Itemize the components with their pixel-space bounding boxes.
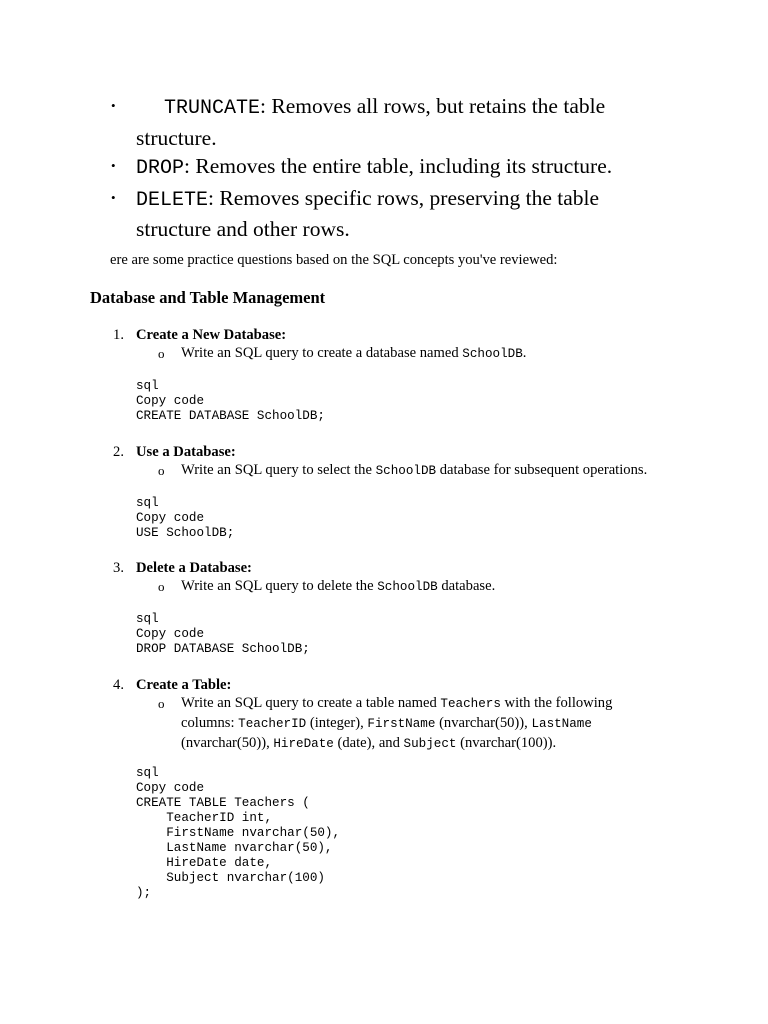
definition-truncate (0, 92, 768, 152)
instruction-text: Write an SQL query to delete the (181, 578, 378, 594)
question-label: Create a New Database: (136, 327, 287, 343)
instruction-text: Write an SQL query to create a database named (181, 345, 463, 361)
bullet-icon: • (111, 158, 116, 173)
sub-bullet-icon: o (158, 579, 165, 594)
bullet-icon: • (111, 98, 116, 113)
code-block[interactable]: sql Copy code USE SchoolDB; (136, 496, 235, 540)
question-label: Use a Database: (136, 444, 236, 460)
instruction-text: database for subsequent operations. (436, 462, 648, 478)
question-instruction (158, 344, 681, 364)
inline-code: Teachers (440, 697, 501, 711)
inline-code: TeacherID (238, 717, 307, 731)
instruction-text: (date), and (333, 735, 404, 751)
inline-code: Subject (403, 737, 457, 751)
inline-code: FirstName (367, 717, 436, 731)
code-block[interactable]: sql Copy code CREATE TABLE Teachers ( TeacherID int, FirstName nvarchar(50), LastName nvarchar(50), HireDate date, Subject nvarchar(100) ); (136, 766, 341, 900)
definition-drop (0, 152, 768, 184)
definition-text: : Removes specific rows, preserving the table structure and other rows. (136, 185, 600, 241)
instruction-text: Write an SQL query to select the (181, 462, 376, 478)
code-block[interactable]: sql Copy code CREATE DATABASE SchoolDB; (136, 379, 325, 423)
instruction-text: (nvarchar(50)), (435, 715, 532, 731)
inline-code: LastName (531, 717, 592, 731)
question-label: Create a Table: (136, 677, 232, 693)
instruction-text: Write an SQL query to create a table named (181, 695, 441, 711)
definition-term: DELETE (136, 188, 209, 212)
sub-bullet-icon: o (158, 346, 165, 361)
instruction-text: (nvarchar(100)). (456, 735, 557, 751)
question-number: 2. (113, 444, 124, 460)
inline-code: SchoolDB (377, 580, 438, 594)
instruction-text: with the following columns: (181, 695, 613, 731)
inline-code: SchoolDB (375, 464, 437, 478)
question-instruction (158, 577, 681, 597)
instruction-text: (integer), (306, 715, 368, 731)
question-number: 1. (113, 327, 124, 343)
sub-bullet-icon: o (158, 463, 165, 478)
instruction-text: . (522, 345, 527, 361)
section-heading: Database and Table Management (90, 288, 326, 307)
intro-paragraph: ere are some practice questions based on the SQL concepts you've reviewed: (110, 252, 558, 268)
definitions-list (0, 92, 768, 244)
question-instruction (158, 461, 701, 481)
question-number: 4. (113, 677, 124, 693)
inline-code: SchoolDB (462, 347, 523, 361)
definition-term: TRUNCATE (164, 97, 261, 120)
inline-code: HireDate (273, 737, 334, 751)
question-instruction (158, 694, 641, 754)
sub-bullet-icon: o (158, 696, 165, 711)
definition-text: : Removes all rows, but retains the table structure. (136, 94, 606, 150)
bullet-icon: • (111, 189, 116, 205)
definition-term: DROP (136, 157, 185, 180)
question-number: 3. (113, 560, 124, 576)
definition-text: : Removes the entire table, including its structure. (184, 154, 613, 178)
code-block[interactable]: sql Copy code DROP DATABASE SchoolDB; (136, 612, 310, 656)
instruction-text: database. (437, 578, 496, 594)
question-label: Delete a Database: (136, 560, 252, 576)
definition-delete (0, 184, 768, 244)
instruction-text: (nvarchar(50)), (181, 735, 274, 751)
